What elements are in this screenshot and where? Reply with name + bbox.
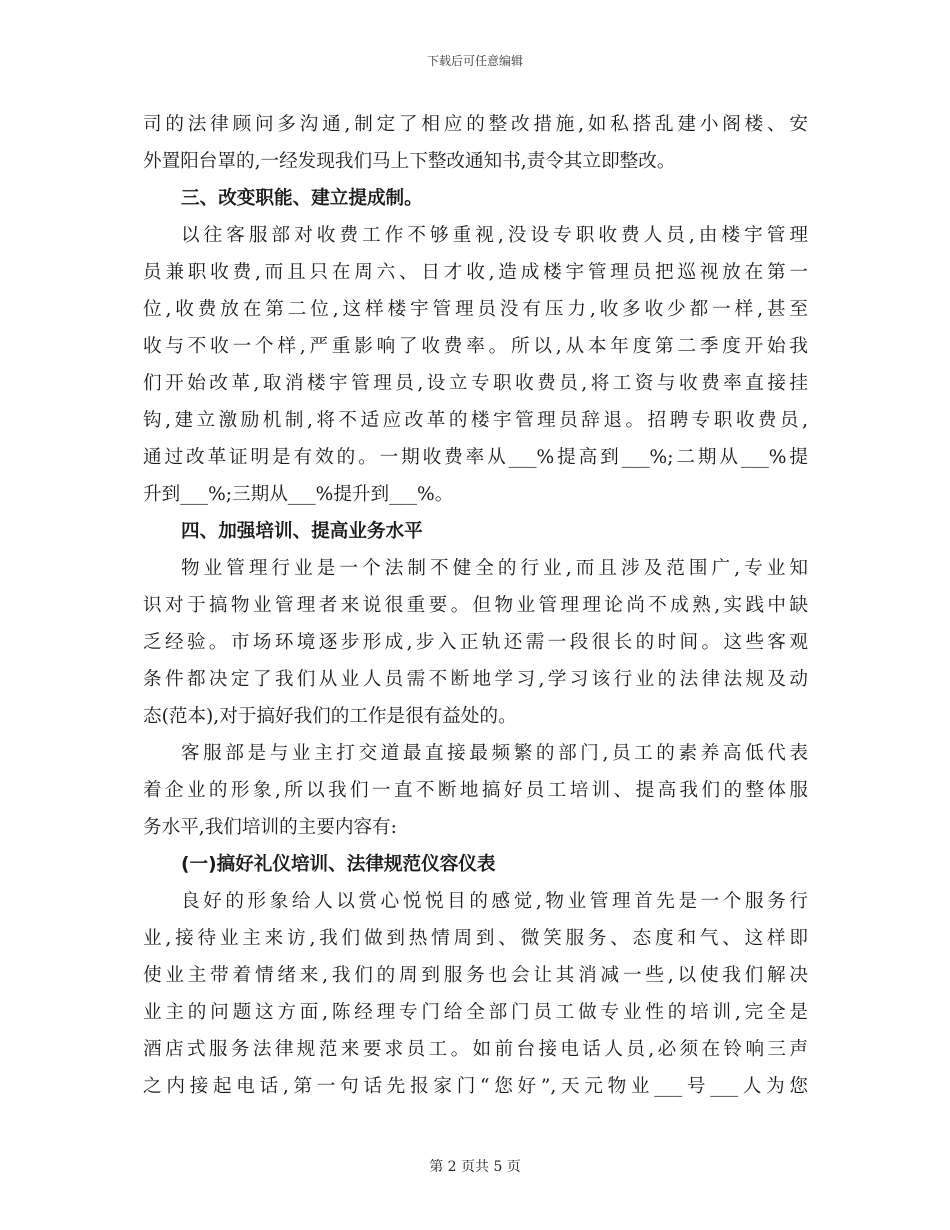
body-line: 钩,建立激励机制,将不适应改革的楼宇管理员辞退。招聘专职收费员, [143,410,808,431]
body-line: 酒店式服务法律规范来要求员工。如前台接电话人员,必须在铃响三声 [143,1039,808,1060]
body-line: 以往客服部对收费工作不够重视,没设专职收费人员,由楼宇管理 [181,225,808,246]
body-line: 使业主带着情绪来,我们的周到服务也会让其消减一些,以使我们解决 [143,965,808,986]
body-line: 业主的问题这方面,陈经理专门给全部门员工做专业性的培训,完全是 [143,1002,808,1023]
body-line: 员兼职收费,而且只在周六、日才收,造成楼宇管理员把巡视放在第一 [143,262,808,283]
body-line: 升到___%;三期从___%提升到___%。 [143,484,454,505]
body-line: 态(范本),对于搞好我们的工作是很有益处的。 [143,706,517,727]
body-line: 务水平,我们培训的主要内容有: [143,817,397,838]
body-line: 司的法律顾问多沟通,制定了相应的整改措施,如私搭乱建小阁楼、安 [143,114,808,135]
body-line: 着企业的形象,所以我们一直不断地搞好员工培训、提高我们的整体服 [143,780,808,801]
body-line: 通过改革证明是有效的。一期收费率从___%提高到___%;二期从___%提 [143,447,808,468]
body-line: 乏经验。市场环境逐步形成,步入正轨还需一段很长的时间。这些客观 [143,632,808,653]
body-line: 物业管理行业是一个法制不健全的行业,而且涉及范围广,专业知 [181,558,808,579]
page-footer: 第 2 页共 5 页 [429,1159,521,1175]
body-line: 位,收费放在第二位,这样楼宇管理员没有压力,收多收少都一样,甚至 [143,299,808,320]
document-body [143,106,808,1105]
body-line: 良好的形象给人以赏心悦悦目的感觉,物业管理首先是一个服务行 [181,891,808,912]
page-header: 下载后可任意编辑 [426,54,523,68]
body-line: 识对于搞物业管理者来说很重要。但物业管理理论尚不成熟,实践中缺 [143,595,808,616]
body-line: 条件都决定了我们从业人员需不断地学习,学习该行业的法律法规及动 [143,669,808,690]
body-line: 之内接起电话,第一句话先报家门“您好”,天元物业___号___人为您 [143,1076,808,1097]
body-line: 外置阳台罩的,一经发现我们马上下整改通知书,责令其立即整改。 [143,151,676,172]
body-line: 们开始改革,取消楼宇管理员,设立专职收费员,将工资与收费率直接挂 [143,373,808,394]
section-heading: 三、改变职能、建立提成制。 [181,188,423,209]
subsection-heading: (一)搞好礼仪培训、法律规范仪容仪表 [181,854,496,875]
body-line: 收与不收一个样,严重影响了收费率。所以,从本年度第二季度开始我 [143,336,808,357]
body-line: 业,接待业主来访,我们做到热情周到、微笑服务、态度和气、这样即 [143,928,808,949]
section-heading: 四、加强培训、提高业务水平 [181,521,423,542]
body-line: 客服部是与业主打交道最直接最频繁的部门,员工的素养高低代表 [181,743,808,764]
